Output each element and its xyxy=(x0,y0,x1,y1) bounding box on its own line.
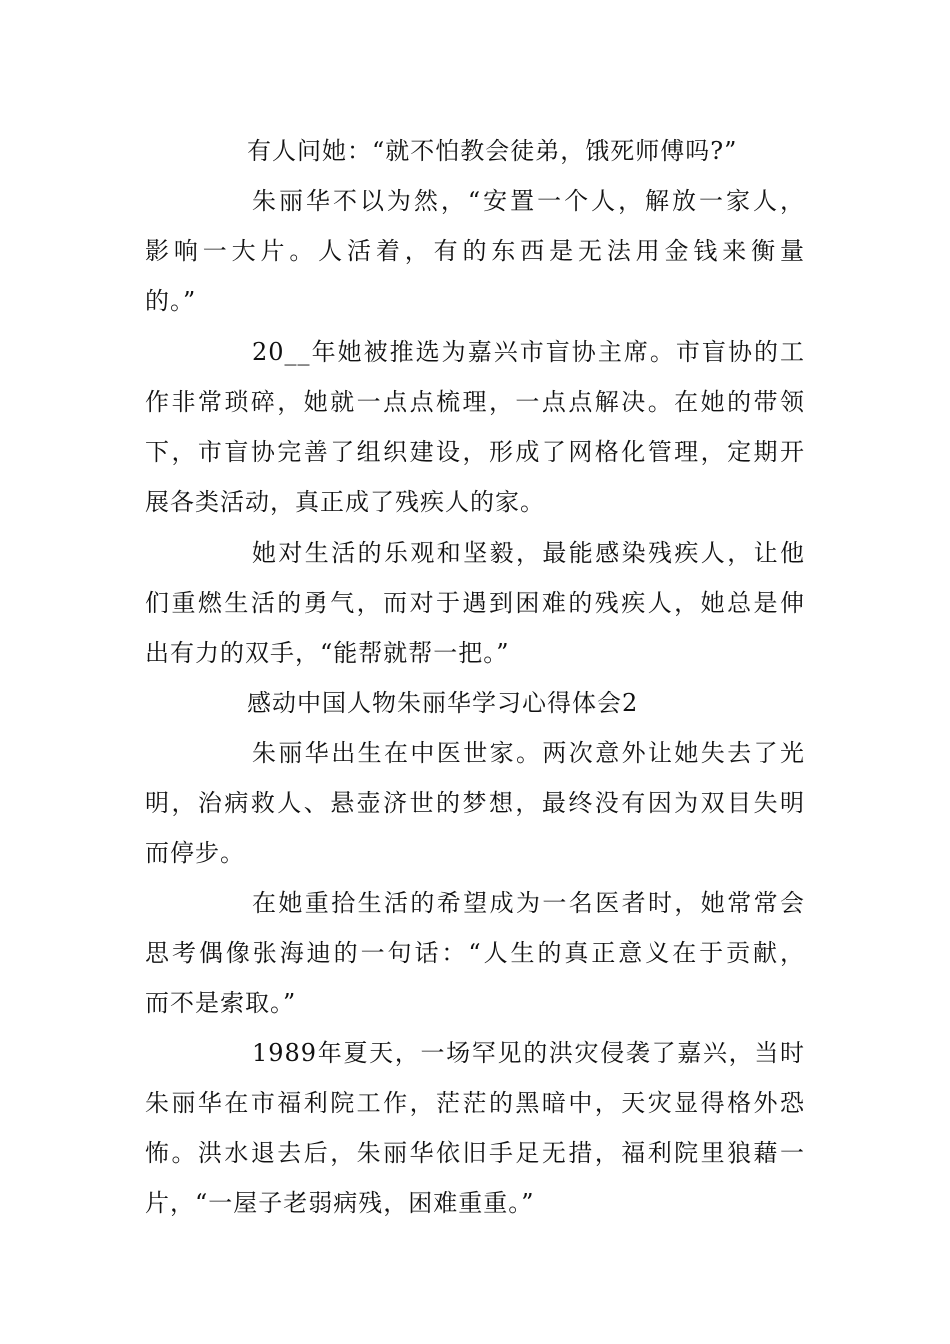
section-heading: 感动中国人物朱丽华学习心得体会2 xyxy=(247,689,639,717)
paragraph-line: 她对生活的乐观和坚毅，最能感染残疾人，让他 xyxy=(252,539,805,567)
paragraph-line: 影响一大片。人活着，有的东西是无法用金钱来衡量 xyxy=(145,237,805,265)
paragraph-line: 们重燃生活的勇气，而对于遇到困难的残疾人，她总是伸 xyxy=(145,589,805,617)
paragraph-line: 而停步。 xyxy=(145,839,245,867)
paragraph-line: 在她重拾生活的希望成为一名医者时，她常常会 xyxy=(252,889,805,917)
paragraph-line: 朱丽华不以为然，“安置一个人，解放一家人， xyxy=(252,187,805,215)
paragraph-line: 有人问她：“就不怕教会徒弟，饿死师傅吗?” xyxy=(247,137,738,165)
paragraph-line: 思考偶像张海迪的一句话：“人生的真正意义在于贡献， xyxy=(145,939,805,967)
paragraph-line: 片，“一屋子老弱病残，困难重重。” xyxy=(145,1189,535,1217)
paragraph-line: 下，市盲协完善了组织建设，形成了网格化管理，定期开 xyxy=(145,438,805,466)
paragraph-line: 怖。洪水退去后，朱丽华依旧手足无措，福利院里狼藉一 xyxy=(145,1139,805,1167)
paragraph-line: 明，治病救人、悬壶济世的梦想，最终没有因为双目失明 xyxy=(145,789,805,817)
paragraph-line: 20__年她被推选为嘉兴市盲协主席。市盲协的工 xyxy=(252,338,805,366)
paragraph-line: 的。” xyxy=(145,287,197,315)
paragraph-line: 出有力的双手，“能帮就帮一把。” xyxy=(145,639,510,667)
paragraph-line: 展各类活动，真正成了残疾人的家。 xyxy=(145,488,545,516)
paragraph-line: 1989年夏天，一场罕见的洪灾侵袭了嘉兴，当时 xyxy=(252,1039,805,1067)
paragraph-line: 作非常琐碎，她就一点点梳理，一点点解决。在她的带领 xyxy=(145,388,805,416)
paragraph-line: 朱丽华在市福利院工作，茫茫的黑暗中，天灾显得格外恐 xyxy=(145,1089,805,1117)
paragraph-line: 而不是索取。” xyxy=(145,989,297,1017)
paragraph-line: 朱丽华出生在中医世家。两次意外让她失去了光 xyxy=(252,739,805,767)
